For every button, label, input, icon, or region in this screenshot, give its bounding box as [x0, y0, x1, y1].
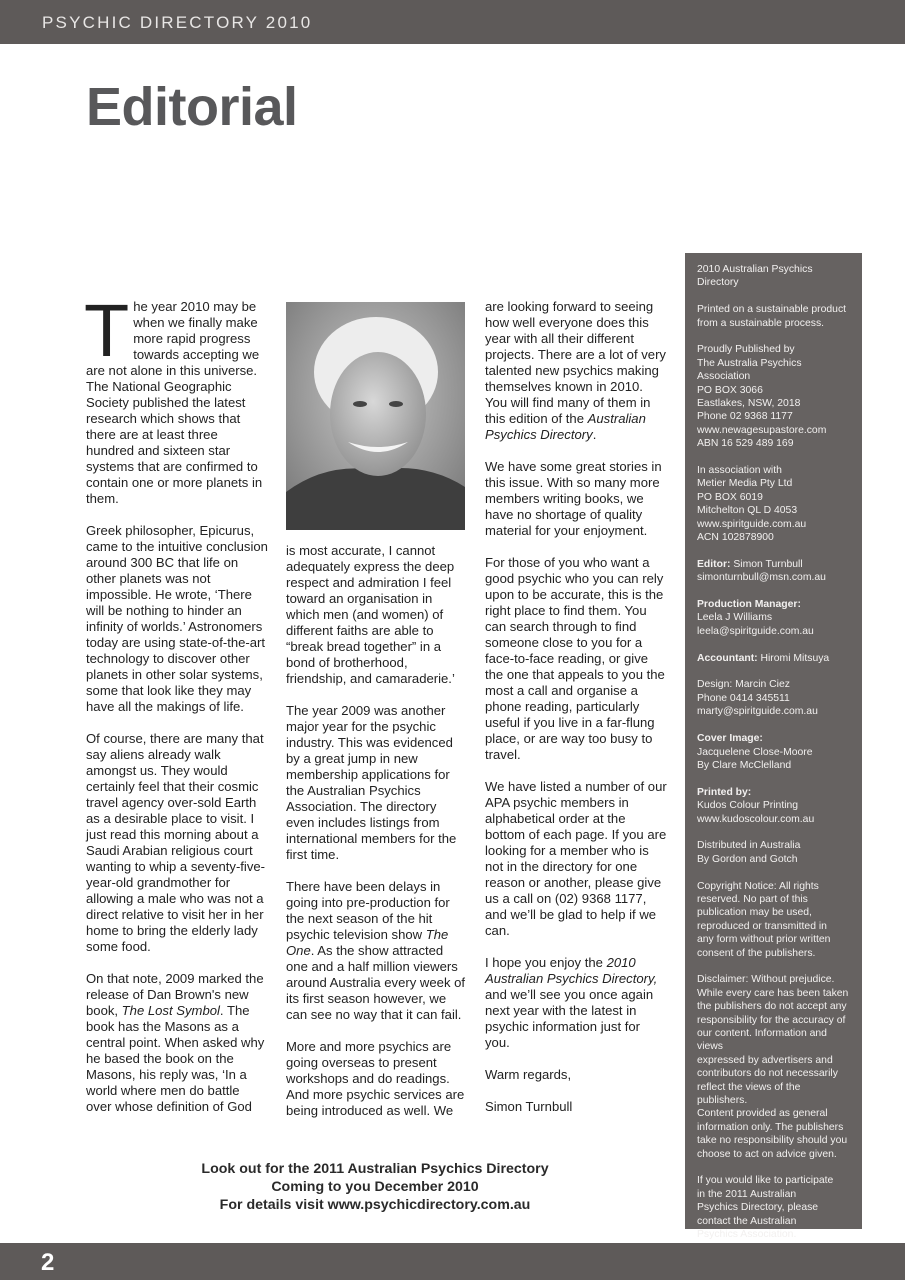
- sidebar-line: in the 2011 Australian: [697, 1188, 797, 1200]
- sidebar-line: PO BOX 6019: [697, 491, 763, 503]
- publication-title: PSYCHIC DIRECTORY 2010: [42, 13, 313, 32]
- footer-bar: [0, 1243, 905, 1280]
- sidebar-label: Production Manager:: [697, 599, 801, 611]
- sidebar-line: Proudly Published by: [697, 344, 795, 356]
- sidebar-line: simonturnbull@msn.com.au: [697, 572, 826, 584]
- sidebar-line: contributors do not necessarily: [697, 1068, 838, 1080]
- paragraph-text: and we’ll see you once again next year with the latest in psychic information just for you.: [485, 987, 654, 1050]
- sidebar-line: Eastlakes, NSW, 2018: [697, 398, 801, 410]
- sidebar-line: www.spiritguide.com.au: [697, 518, 807, 530]
- paragraph-text: is most accurate, I cannot adequately express the deep respect and admiration I feel toward an organisation in which men (and women) of different faiths are able to “break bread together” in a bond of brotherhood, friendship, and camaraderie.’: [286, 543, 455, 686]
- paragraph-text: Greek philosopher, Epicurus, came to the intuitive conclusion around 300 BC that life on other planets was not impossible. He wrote, ‘There will be nothing to hinder an infinity of worlds.’ Astronomers today are using state-of-the-art technology to discover other planets in other solar systems, some that look like they may have all the makings of life.: [86, 523, 268, 714]
- sidebar-section: [697, 973, 850, 1161]
- paragraph-text: . As the show attracted one and a half million viewers around Australia every week of its first season however, we can see no way that it can fail.: [286, 943, 466, 1022]
- sidebar-line: Psychics Directory, please: [697, 1202, 819, 1214]
- sidebar-line: Design: Marcin Ciez: [697, 679, 790, 691]
- drop-cap: T: [84, 289, 130, 372]
- article-paragraph: [485, 955, 667, 1051]
- paragraph-text: Of course, there are many that say aliens already walk amongst us. They would certainly feel that their cosmic travel agency over-sold Earth as a desirable place to visit. I just read this morning about a Saudi Arabian religious court wanting to whip a seventy-five-year-old grandmother for allowing a male who was not a direct relative to visit her in her home to bring the elderly lady some food.: [86, 731, 266, 954]
- article-paragraph: [86, 523, 268, 715]
- sidebar-line: PO BOX 3066: [697, 384, 763, 396]
- paragraph-text: are looking forward to seeing how well everyone does this year with all their different projects. There are a lot of very talented new psychics making themselves known in 2010. You will find many of them in this edition of the: [485, 299, 666, 426]
- sidebar-section: [697, 464, 850, 544]
- sidebar-section: [697, 558, 850, 585]
- sidebar-line: choose to act on advice given.: [697, 1148, 837, 1160]
- sidebar-line: Directory: [697, 277, 739, 289]
- article-paragraph: [86, 731, 268, 955]
- paragraph-text: The year 2009 was another major year for the psychic industry. This was evidenced by a great jump in new membership applications for the Australian Psychics Association. The directory even includes listings from international members for the first time.: [286, 703, 457, 862]
- sidebar-section: [697, 652, 850, 665]
- paragraph-text: We have listed a number of our APA psychic members in alphabetical order at the bottom of each page. If you are looking for a member who is not in the directory for one reason or another, please give us a call on (02) 9368 1177, and we’ll be glad to help if we can.: [485, 779, 667, 938]
- paragraph-text: There have been delays in going into pre-production for the next season of the hit psychic television show: [286, 879, 450, 942]
- article-paragraph: [485, 459, 667, 539]
- article-column-1: [84, 289, 268, 1131]
- sidebar-section: [697, 839, 850, 866]
- article-paragraph: [485, 299, 667, 443]
- promo-line: Look out for the 2011 Australian Psychics Directory: [201, 1161, 549, 1177]
- sidebar-section: [697, 1174, 850, 1241]
- article-paragraph: [286, 1039, 468, 1119]
- sidebar-section: [697, 303, 850, 330]
- sidebar-section: [697, 786, 850, 826]
- sidebar-section: [697, 343, 850, 450]
- sidebar-line: marty@spiritguide.com.au: [697, 706, 818, 718]
- sidebar-line: our content. Information and views: [697, 1027, 827, 1053]
- sidebar-line: contact the Australian: [697, 1215, 797, 1227]
- paragraph-text: .: [592, 427, 597, 442]
- promo-line: For details visit www.psychicdirectory.com.au: [219, 1197, 531, 1213]
- italic-title: Australian Psychics Directory: [485, 411, 646, 442]
- sidebar-line: leela@spiritguide.com.au: [697, 625, 814, 637]
- paragraph-text: We have some great stories in this issue. With so many more members writing books, we have no shortage of quality material for your enjoyment.: [485, 459, 662, 538]
- article-paragraph: [485, 555, 667, 763]
- sidebar-line: By Clare McClelland: [697, 759, 792, 771]
- sidebar-line: Psychics Association.: [697, 1229, 797, 1241]
- sidebar-line: information only. The publishers: [697, 1121, 844, 1133]
- sidebar-section: [697, 263, 850, 290]
- sidebar-line: from a sustainable process.: [697, 317, 825, 329]
- sidebar-line: Association: [697, 371, 751, 383]
- sidebar-section: [697, 732, 850, 772]
- article-paragraph: [485, 1067, 667, 1083]
- sidebar-line: publication may be used,: [697, 907, 812, 919]
- sidebar-line: www.newagesupastore.com: [697, 424, 827, 436]
- sidebar-label: Printed by:: [697, 786, 752, 798]
- sidebar-line: While every care has been taken: [697, 987, 849, 999]
- header-bar: [0, 0, 905, 44]
- sidebar-line: Disclaimer: Without prejudice.: [697, 974, 835, 986]
- sidebar-line: If you would like to participate: [697, 1175, 834, 1187]
- article-paragraph: [86, 971, 268, 1115]
- paragraph-text: . The book has the Masons as a central point. When asked why he based the book on the Masons, his reply was, ‘In a world where men do battle over whose definition of God: [86, 1003, 265, 1114]
- sidebar-line: any form without prior written: [697, 934, 831, 946]
- sidebar-section: [697, 678, 850, 718]
- sidebar-line: Kudos Colour Printing: [697, 800, 799, 812]
- sidebar-line: Phone 02 9368 1177: [697, 411, 793, 423]
- article-column-3: [485, 299, 667, 1131]
- sidebar-line: ABN 16 529 489 169: [697, 438, 794, 450]
- page-title: Editorial: [86, 77, 298, 137]
- sidebar-line: reserved. No part of this: [697, 893, 808, 905]
- editor-photo: [286, 302, 465, 530]
- sidebar-line: reproduced or transmitted in: [697, 920, 827, 932]
- publication-info-sidebar: [685, 253, 862, 1241]
- sidebar-line: By Gordon and Gotch: [697, 853, 798, 865]
- sidebar-line: Leela J Williams: [697, 612, 773, 624]
- sidebar-line: In association with: [697, 465, 782, 477]
- sidebar-line: Copyright Notice: All rights: [697, 880, 819, 892]
- sidebar-line: reflect the views of the publishers.: [697, 1081, 801, 1106]
- paragraph-text: For those of you who want a good psychic who you can rely upon to be accurate, this is the right place to find them. You can search through to find someone close to you for a face-to-face reading, or give the one that appeals to you the most a call and organise a phone reading, particularly useful if you live in a far-flung place, or are way too busy to travel.: [485, 555, 665, 762]
- paragraph-text: More and more psychics are going overseas to present workshops and do readings. And more psychic services are being introduced as well. We: [286, 1039, 465, 1118]
- article-paragraph: [286, 703, 468, 863]
- sidebar-section: [697, 598, 850, 638]
- sidebar-line: The Australia Psychics: [697, 357, 802, 369]
- sidebar-section: [697, 880, 850, 960]
- article-paragraph: [84, 289, 268, 507]
- sidebar-line: ACN 102878900: [697, 532, 774, 544]
- sidebar-line: responsibility for the accuracy of: [697, 1014, 846, 1026]
- article-paragraph: [286, 879, 468, 1023]
- sidebar-line: Distributed in Australia: [697, 840, 801, 852]
- sidebar-label: Cover Image:: [697, 733, 763, 745]
- sidebar-line: www.kudoscolour.com.au: [697, 813, 815, 825]
- sidebar-line: Mitchelton QL D 4053: [697, 505, 798, 517]
- paragraph-text: he year 2010 may be when we finally make more rapid progress towards accepting we are not alone in this universe. The National Geographic Society published the latest research which shows that there are at least three hundred and sixteen star systems that are confirmed to contain one or more planets in them.: [86, 299, 263, 506]
- paragraph-text: Simon Turnbull: [485, 1099, 573, 1114]
- paragraph-text: I hope you enjoy the: [485, 955, 607, 970]
- sidebar-line: expressed by advertisers and: [697, 1054, 833, 1066]
- sidebar-line: Metier Media Pty Ltd: [697, 478, 793, 490]
- sidebar-line: take no responsibility should you: [697, 1135, 848, 1147]
- sidebar-line: consent of the publishers.: [697, 947, 816, 959]
- sidebar-line: Phone 0414 345511: [697, 692, 790, 704]
- sidebar-label: Editor:: [697, 558, 731, 570]
- italic-title: 2010 Australian Psychics Directory,: [485, 955, 658, 986]
- article-column-2: [286, 543, 468, 1135]
- paragraph-text: On that note, 2009 marked the release of Dan Brown's new book,: [86, 971, 264, 1018]
- sidebar-line: Content provided as general: [697, 1108, 828, 1120]
- article-paragraph: [485, 779, 667, 939]
- sidebar-line: Hiromi Mitsuya: [757, 652, 830, 664]
- promo-notice: [150, 1160, 600, 1214]
- sidebar-line: Jacquelene Close-Moore: [697, 746, 813, 758]
- article-paragraph: [286, 543, 468, 687]
- italic-title: The One: [286, 927, 449, 958]
- page-number: 2: [41, 1249, 55, 1276]
- paragraph-text: Warm regards,: [485, 1067, 572, 1082]
- article-paragraph: [485, 1099, 667, 1115]
- sidebar-line: 2010 Australian Psychics: [697, 264, 813, 275]
- italic-title: The Lost Symbol: [121, 1003, 220, 1018]
- sidebar-line: Simon Turnbull: [730, 558, 803, 570]
- sidebar-line: Printed on a sustainable product: [697, 304, 847, 316]
- sidebar-line: the publishers do not accept any: [697, 1001, 847, 1013]
- promo-line: Coming to you December 2010: [271, 1179, 479, 1195]
- sidebar-label: Accountant:: [697, 652, 758, 664]
